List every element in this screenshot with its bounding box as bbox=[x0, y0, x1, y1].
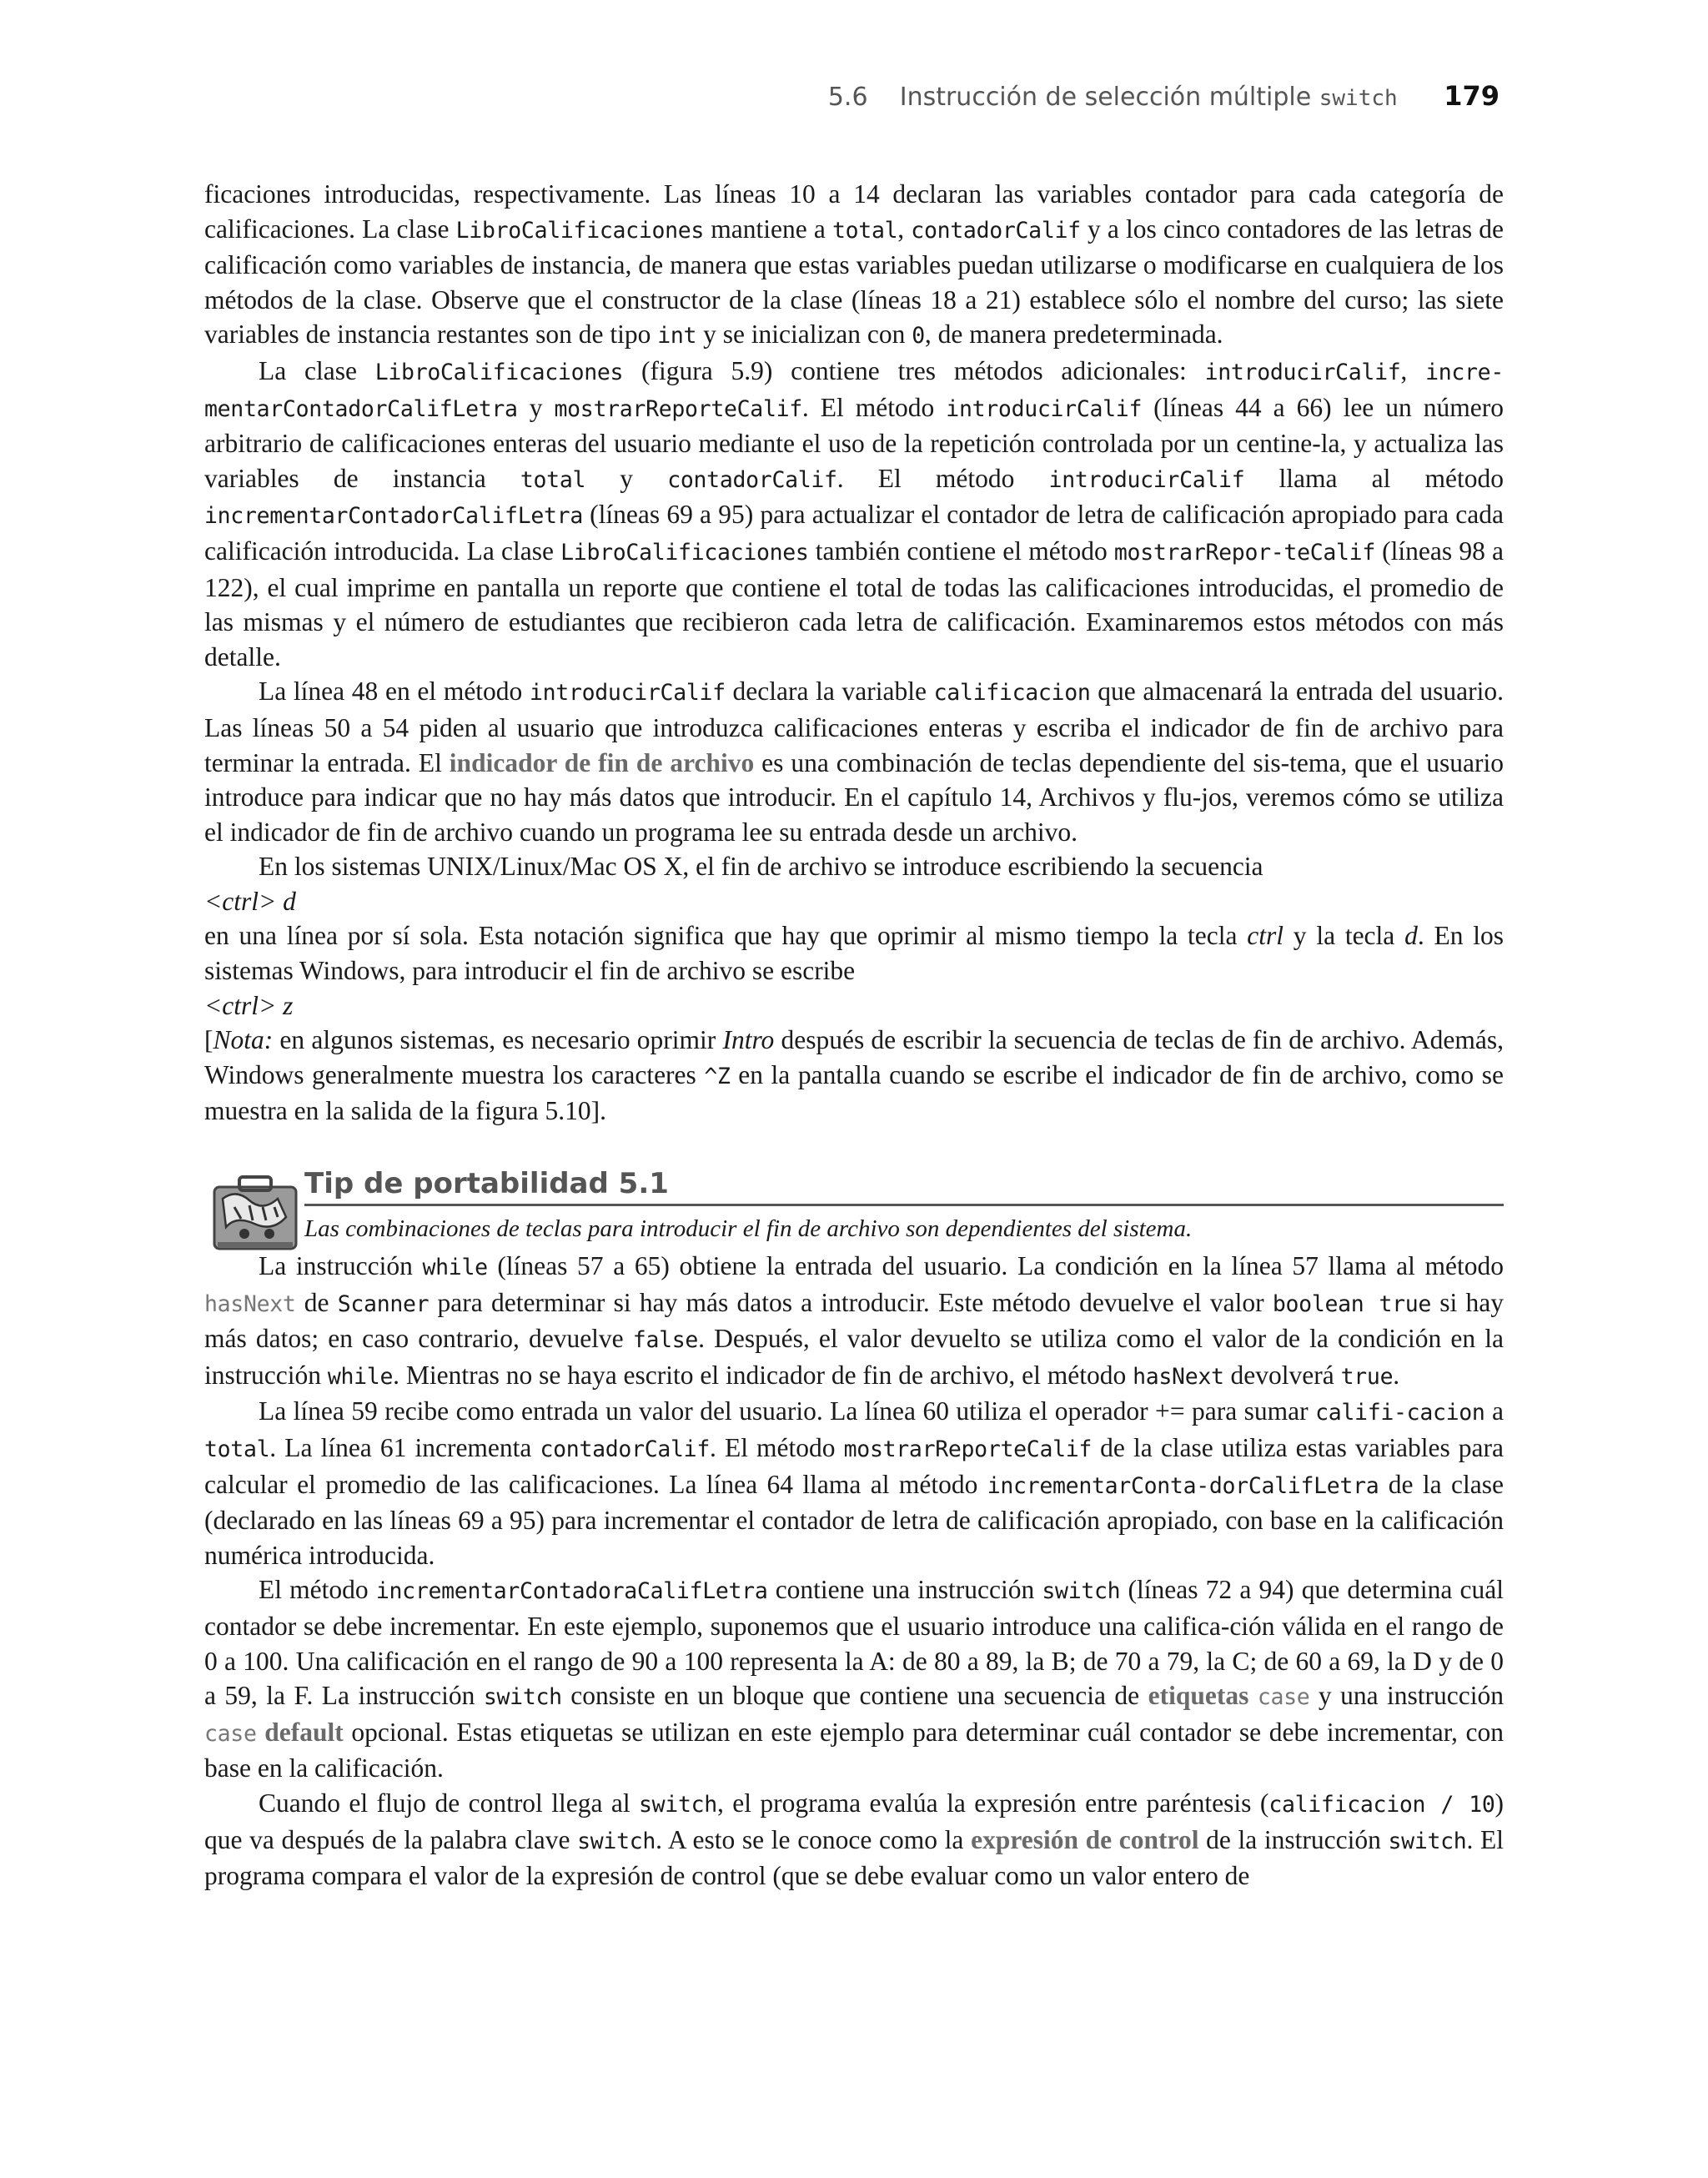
paragraph-5: en una línea por sí sola. Esta notación significa que hay que oprimir al mismo tiempo la tecla ctrl y la tecla d. En los sistemas Windows, para introducir el fin de archivo se escribe bbox=[204, 921, 1504, 986]
page-number: 179 bbox=[1444, 80, 1500, 112]
section-number: 5.6 bbox=[827, 83, 868, 112]
ctrl-z-sequence: <ctrl> z bbox=[204, 990, 294, 1020]
tip-title: Tip de portabilidad 5.1 bbox=[304, 1165, 1504, 1206]
portability-tip bbox=[204, 1165, 1504, 1249]
running-head bbox=[828, 80, 1500, 112]
ctrl-d-sequence: <ctrl> d bbox=[204, 886, 296, 916]
paragraph-2: La clase LibroCalificaciones (figura 5.9) contiene tres métodos adicionales: introducirCalif, incre-mentarContadorCalifLetra y mostrarReporteCalif. El método introducirCalif (líneas 44 a 66) lee un número arbitrario de calificaciones enteras del usuario mediante el uso de la repetición controlada por un centine-la, y actualiza las variables de instancia total y contadorCalif. El método introducirCalif llama al método incrementarContadorCalifLetra (líneas 69 a 95) para actualizar el contador de letra de calificación apropiado para cada calificación introducida. La clase LibroCalificaciones también contiene el método mostrarRepor-teCalif (líneas 98 a 122), el cual imprime en pantalla un reporte que contiene el total de todas las calificaciones introducidas, el promedio de las mismas y el número de estudiantes que recibieron cada letra de calificación. Examinaremos estos métodos con más detalle. bbox=[204, 355, 1505, 672]
key-term: expresión de control bbox=[971, 1824, 1199, 1854]
section-title: Instrucción de selección múltiple bbox=[899, 83, 1319, 112]
paragraph-9: El método incrementarContadoraCalifLetra contiene una instrucción switch (líneas 72 a 94) que determina cuál contador se debe incrementar. En este ejemplo, suponemos que el usuario introduce una califica-ción válida en el rango de 0 a 100. Una calificación en el rango de 90 a 100 representa la A: de 80 a 89, la B; de 70 a 79, la C; de 60 a 69, la D y de 0 a 59, la F. La instrucción switch consiste en un bloque que contiene una secuencia de etiquetas case y una instrucción case default opcional. Estas etiquetas se utilizan en este ejemplo para determinar cuál contador se debe incrementar, con base en la calificación. bbox=[204, 1575, 1504, 1783]
body-text bbox=[204, 177, 1504, 1894]
section-title-code: switch bbox=[1319, 86, 1398, 111]
key-term: indicador de fin de archivo bbox=[449, 747, 755, 777]
key-term: etiquetas bbox=[1148, 1681, 1249, 1711]
paragraph-6: [Nota: en algunos sistemas, es necesario oprimir Intro después de escribir la secuencia de teclas de fin de archivo. Además, Windows generalmente muestra los caracteres ^Z en la pantalla cuando se escribe el indicador de fin de archivo, como se muestra en la salida de la figura 5.10]. bbox=[204, 1025, 1504, 1126]
paragraph-7: La instrucción while (líneas 57 a 65) obtiene la entrada del usuario. La condición en la línea 57 llama al método hasNext de Scanner para determinar si hay más datos a introducir. Este método devuelve el valor boolean true si hay más datos; en caso contrario, devuelve false. Después, el valor devuelto se utiliza como el valor de la condición en la instrucción while. Mientras no se haya escrito el indicador de fin de archivo, el método hasNext devolverá true. bbox=[204, 1251, 1504, 1390]
paragraph-8: La línea 59 recibe como entrada un valor del usuario. La línea 60 utiliza el operador += para sumar califi-cacion a total. La línea 61 incrementa contadorCalif. El método mostrarReporteCalif de la clase utiliza estas variables para calcular el promedio de las calificaciones. La línea 64 llama al método incrementarConta-dorCalifLetra de la clase (declarado en las líneas 69 a 95) para incrementar el contador de letra de calificación apropiado, con base en la calificación numérica introducida. bbox=[204, 1396, 1505, 1570]
portability-suitcase-icon bbox=[211, 1174, 299, 1254]
paragraph-1: ficaciones introducidas, respectivamente. Las líneas 10 a 14 declaran las variables contador para cada categoría de calificaciones. La clase LibroCalificaciones mantiene a total, contadorCalif y a los cinco contadores de las letras de calificación como variables de instancia, de manera que estas variables puedan utilizarse o modificarse en cualquiera de los métodos de la clase. Observe que el constructor de la clase (líneas 18 a 21) establece sólo el nombre del curso; las siete variables de instancia restantes son de tipo int y se inicializan con 0, de manera predeterminada. bbox=[204, 179, 1504, 350]
paragraph-3: La línea 48 en el método introducirCalif declara la variable calificacion que almacenará la entrada del usuario. Las líneas 50 a 54 piden al usuario que introduzca calificaciones enteras y escriba el indicador de fin de archivo para terminar la entrada. El indicador de fin de archivo es una combinación de teclas dependiente del sis-tema, que el usuario introduce para indicar que no hay más datos que introducir. En el capítulo 14, Archivos y flu-jos, veremos cómo se utiliza el indicador de fin de archivo cuando un programa lee su entrada desde un archivo. bbox=[204, 677, 1505, 847]
key-term: default bbox=[264, 1717, 344, 1747]
paragraph-10: Cuando el flujo de control llega al switch, el programa evalúa la expresión entre paréntesis (calificacion / 10) que va después de la palabra clave switch. A esto se le conoce como la expresión de control de la instrucción switch. El programa compara el valor de la expresión de control (que se debe evaluar como un valor entero de bbox=[204, 1788, 1505, 1891]
paragraph-4: En los sistemas UNIX/Linux/Mac OS X, el fin de archivo se introduce escribiendo la secuencia bbox=[259, 852, 1263, 882]
tip-text: Las combinaciones de teclas para introducir el fin de archivo son dependientes del sistema. bbox=[304, 1215, 1193, 1243]
